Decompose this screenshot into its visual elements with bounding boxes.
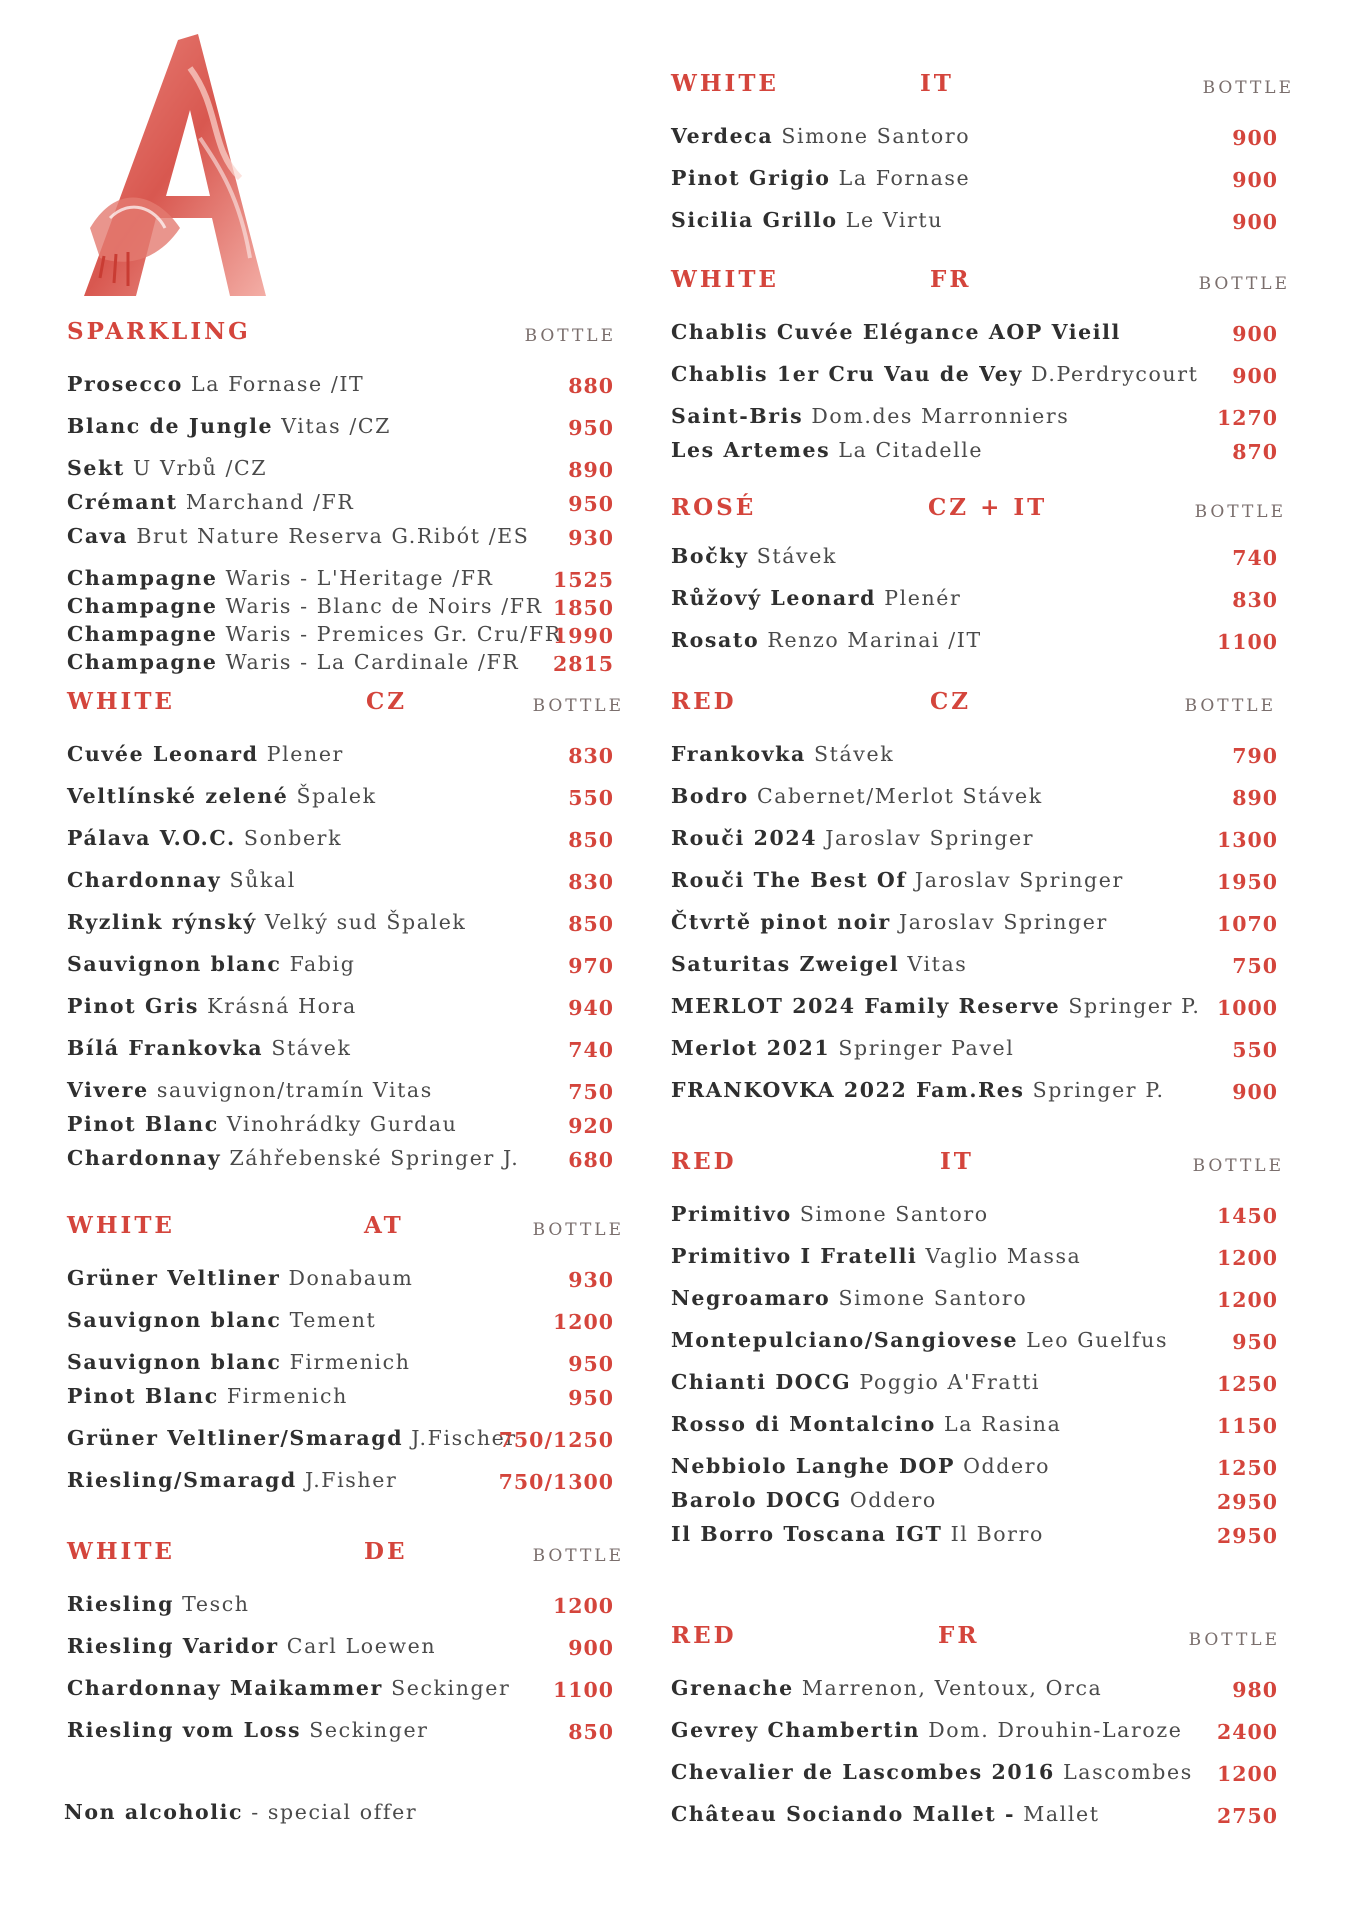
- section-category: WHITE: [671, 266, 779, 293]
- price: 680: [568, 1148, 614, 1172]
- section-bottle-label: BOTTLE: [524, 326, 616, 346]
- list-item: Chablis Cuvée Elégance AOP Vieill 900: [671, 320, 1278, 346]
- price: 930: [568, 526, 614, 550]
- price: 1200: [1216, 1762, 1278, 1786]
- section-region: AT: [364, 1212, 404, 1239]
- price: 1200: [1216, 1246, 1278, 1270]
- list-item: MERLOT 2024 Family Reserve Springer P. 1000: [671, 994, 1278, 1020]
- price: 1990: [552, 624, 614, 648]
- price: 850: [568, 828, 614, 852]
- list-item: Nebbiolo Langhe DOP Oddero 1250: [671, 1454, 1278, 1480]
- price: 750/1300: [498, 1470, 614, 1494]
- price: 1525: [552, 568, 614, 592]
- price: 2750: [1216, 1804, 1278, 1828]
- price: 1100: [1216, 630, 1278, 654]
- list-item: Saturitas Zweigel Vitas 750: [671, 952, 1278, 978]
- list-item: Montepulciano/Sangiovese Leo Guelfus 950: [671, 1328, 1278, 1354]
- list-item: Chianti DOCG Poggio A'Fratti 1250: [671, 1370, 1278, 1396]
- price: 1270: [1216, 406, 1278, 430]
- section-white-fr: [668, 266, 1308, 472]
- section-category: WHITE: [67, 688, 175, 715]
- list-item: Negroamaro Simone Santoro 1200: [671, 1286, 1278, 1312]
- section-red-cz: [668, 688, 1308, 1120]
- list-item: Château Sociando Mallet - Mallet 2750: [671, 1802, 1278, 1828]
- section-region: FR: [930, 266, 972, 293]
- price: 1200: [552, 1310, 614, 1334]
- list-item: Il Borro Toscana IGT Il Borro 2950: [671, 1522, 1278, 1548]
- price: 2950: [1216, 1490, 1278, 1514]
- list-item: Rouči The Best Of Jaroslav Springer 1950: [671, 868, 1278, 894]
- price: 850: [568, 912, 614, 936]
- list-item: Les Artemes La Citadelle 870: [671, 438, 1278, 464]
- list-item: Grüner Veltliner Donabaum 930: [67, 1266, 614, 1292]
- non-alcoholic-label: Non alcoholic: [64, 1800, 244, 1824]
- section-category: WHITE: [67, 1212, 175, 1239]
- list-item: Chardonnay Záhřebenské Springer J. 680: [67, 1146, 614, 1172]
- list-item: Primitivo Simone Santoro 1450: [671, 1202, 1278, 1228]
- list-item: Merlot 2021 Springer Pavel 550: [671, 1036, 1278, 1062]
- list-item: Frankovka Stávek 790: [671, 742, 1278, 768]
- list-item: Pinot Blanc Vinohrádky Gurdau 920: [67, 1112, 614, 1138]
- price: 830: [568, 870, 614, 894]
- price: 900: [1232, 1080, 1278, 1104]
- list-item: Primitivo I Fratelli Vaglio Massa 1200: [671, 1244, 1278, 1270]
- section-bottle-label: BOTTLE: [532, 696, 624, 716]
- list-item: Riesling Tesch 1200: [67, 1592, 614, 1618]
- price: 890: [568, 458, 614, 482]
- section-sparkling: [64, 318, 624, 678]
- price: 900: [1232, 126, 1278, 150]
- section-red-fr: [668, 1622, 1308, 1844]
- price: 980: [1232, 1678, 1278, 1702]
- price: 870: [1232, 440, 1278, 464]
- price: 950: [1232, 1330, 1278, 1354]
- section-category: SPARKLING: [67, 318, 251, 345]
- section-bottle-label: BOTTLE: [532, 1546, 624, 1566]
- section-bottle-label: BOTTLE: [532, 1220, 624, 1240]
- list-item: Veltlínské zelené Špalek 550: [67, 784, 614, 810]
- price: 1100: [552, 1678, 614, 1702]
- non-alcoholic-offer: - special offer: [251, 1800, 418, 1824]
- price: 900: [1232, 168, 1278, 192]
- section-region: IT: [940, 1148, 974, 1175]
- price: 2400: [1216, 1720, 1278, 1744]
- price: 2950: [1216, 1524, 1278, 1548]
- section-bottle-label: BOTTLE: [1202, 78, 1294, 98]
- list-item: Bílá Frankovka Stávek 740: [67, 1036, 614, 1062]
- list-item: Cava Brut Nature Reserva G.Ribót /ES 930: [67, 524, 614, 550]
- section-header: [668, 266, 1308, 306]
- price: 750: [1232, 954, 1278, 978]
- price: 1150: [1216, 1414, 1278, 1438]
- section-bottle-label: BOTTLE: [1192, 1156, 1284, 1176]
- list-item: Pinot Gris Krásná Hora 940: [67, 994, 614, 1020]
- section-bottle-label: BOTTLE: [1188, 1630, 1280, 1650]
- non-alcoholic-note: [64, 1800, 417, 1824]
- price: 2815: [552, 652, 614, 676]
- list-item: Bodro Cabernet/Merlot Stávek 890: [671, 784, 1278, 810]
- list-item: Cuvée Leonard Plener 830: [67, 742, 614, 768]
- list-item: Saint-Bris Dom.des Marronniers 1270: [671, 404, 1278, 430]
- section-category: ROSÉ: [671, 494, 757, 521]
- price: 1250: [1216, 1372, 1278, 1396]
- price: 750: [568, 1080, 614, 1104]
- price: 850: [568, 1720, 614, 1744]
- section-red-it: [668, 1148, 1308, 1556]
- list-item: FRANKOVKA 2022 Fam.Res Springer P. 900: [671, 1078, 1278, 1104]
- list-item: Pálava V.O.C. Sonberk 850: [67, 826, 614, 852]
- price: 940: [568, 996, 614, 1020]
- section-header: [668, 1622, 1308, 1662]
- section-white-it: [668, 70, 1308, 250]
- section-region: CZ + IT: [928, 494, 1048, 521]
- price: 1000: [1216, 996, 1278, 1020]
- list-item: Rosato Renzo Marinai /IT 1100: [671, 628, 1278, 654]
- list-item: Chablis 1er Cru Vau de Vey D.Perdrycourt 900: [671, 362, 1278, 388]
- list-item: Sekt U Vrbů /CZ 890: [67, 456, 614, 482]
- list-item: Vivere sauvignon/tramín Vitas 750: [67, 1078, 614, 1104]
- section-rose: [668, 494, 1308, 670]
- list-item: Crémant Marchand /FR 950: [67, 490, 614, 516]
- list-item: Prosecco La Fornase /IT 880: [67, 372, 614, 398]
- price: 1450: [1216, 1204, 1278, 1228]
- price: 740: [1232, 546, 1278, 570]
- price: 1850: [552, 596, 614, 620]
- price: 880: [568, 374, 614, 398]
- list-item: Čtvrtě pinot noir Jaroslav Springer 1070: [671, 910, 1278, 936]
- section-category: WHITE: [67, 1538, 175, 1565]
- price: 900: [1232, 322, 1278, 346]
- list-item: Champagne Waris - La Cardinale /FR 2815: [67, 650, 614, 676]
- section-region: IT: [920, 70, 954, 97]
- list-item: Gevrey Chambertin Dom. Drouhin-Laroze 2400: [671, 1718, 1278, 1744]
- section-region: CZ: [930, 688, 972, 715]
- list-item: Chardonnay Maikammer Seckinger 1100: [67, 1676, 614, 1702]
- list-item: Rouči 2024 Jaroslav Springer 1300: [671, 826, 1278, 852]
- section-header: [668, 70, 1308, 110]
- section-header: [668, 688, 1308, 728]
- list-item: Pinot Grigio La Fornase 900: [671, 166, 1278, 192]
- list-item: Pinot Blanc Firmenich 950: [67, 1384, 614, 1410]
- list-item: Rosso di Montalcino La Rasina 1150: [671, 1412, 1278, 1438]
- price: 890: [1232, 786, 1278, 810]
- price: 1200: [1216, 1288, 1278, 1312]
- price: 550: [568, 786, 614, 810]
- price: 790: [1232, 744, 1278, 768]
- section-category: RED: [671, 1148, 737, 1175]
- price: 970: [568, 954, 614, 978]
- list-item: Sauvignon blanc Fabig 970: [67, 952, 614, 978]
- list-item: Sicilia Grillo Le Virtu 900: [671, 208, 1278, 234]
- list-item: Riesling Varidor Carl Loewen 900: [67, 1634, 614, 1660]
- list-item: Sauvignon blanc Tement 1200: [67, 1308, 614, 1334]
- price: 830: [1232, 588, 1278, 612]
- section-white-cz: [64, 688, 624, 1180]
- list-item: Riesling vom Loss Seckinger 850: [67, 1718, 614, 1744]
- price: 900: [1232, 364, 1278, 388]
- list-item: Sauvignon blanc Firmenich 950: [67, 1350, 614, 1376]
- price: 950: [568, 1352, 614, 1376]
- list-item: Verdeca Simone Santoro 900: [671, 124, 1278, 150]
- section-header: [64, 1538, 624, 1578]
- section-white-de: [64, 1538, 624, 1760]
- list-item: Grüner Veltliner/Smaragd J.Fischer 750/1250: [67, 1426, 614, 1452]
- section-white-at: [64, 1212, 624, 1510]
- price: 1300: [1216, 828, 1278, 852]
- section-header: [64, 1212, 624, 1252]
- list-item: Champagne Waris - Blanc de Noirs /FR 1850: [67, 594, 614, 620]
- price: 900: [1232, 210, 1278, 234]
- price: 950: [568, 416, 614, 440]
- section-region: FR: [938, 1622, 980, 1649]
- section-region: CZ: [366, 688, 408, 715]
- list-item: Champagne Waris - Premices Gr. Cru/FR 1990: [67, 622, 614, 648]
- price: 1070: [1216, 912, 1278, 936]
- list-item: Blanc de Jungle Vitas /CZ 950: [67, 414, 614, 440]
- list-item: Grenache Marrenon, Ventoux, Orca 980: [671, 1676, 1278, 1702]
- section-category: WHITE: [671, 70, 779, 97]
- price: 750/1250: [498, 1428, 614, 1452]
- section-region: DE: [364, 1538, 408, 1565]
- section-header: [668, 1148, 1308, 1188]
- price: 900: [568, 1636, 614, 1660]
- section-category: RED: [671, 1622, 737, 1649]
- section-bottle-label: BOTTLE: [1184, 696, 1276, 716]
- section-bottle-label: BOTTLE: [1198, 274, 1290, 294]
- section-bottle-label: BOTTLE: [1194, 502, 1286, 522]
- price: 830: [568, 744, 614, 768]
- price: 950: [568, 492, 614, 516]
- price: 950: [568, 1386, 614, 1410]
- list-item: Barolo DOCG Oddero 2950: [671, 1488, 1278, 1514]
- price: 740: [568, 1038, 614, 1062]
- list-item: Champagne Waris - L'Heritage /FR 1525: [67, 566, 614, 592]
- section-category: RED: [671, 688, 737, 715]
- price: 1250: [1216, 1456, 1278, 1480]
- price: 550: [1232, 1038, 1278, 1062]
- list-item: Bočky Stávek 740: [671, 544, 1278, 570]
- list-item: Ryzlink rýnský Velký sud Špalek 850: [67, 910, 614, 936]
- price: 930: [568, 1268, 614, 1292]
- list-item: Chevalier de Lascombes 2016 Lascombes 1200: [671, 1760, 1278, 1786]
- price: 1950: [1216, 870, 1278, 894]
- list-item: Riesling/Smaragd J.Fisher 750/1300: [67, 1468, 614, 1494]
- list-item: Chardonnay Sůkal 830: [67, 868, 614, 894]
- section-header: [64, 318, 624, 358]
- price: 920: [568, 1114, 614, 1138]
- price: 1200: [552, 1594, 614, 1618]
- section-header: [668, 494, 1308, 534]
- list-item: Růžový Leonard Plenér 830: [671, 586, 1278, 612]
- section-header: [64, 688, 624, 728]
- logo-letter-a-icon: [70, 28, 300, 300]
